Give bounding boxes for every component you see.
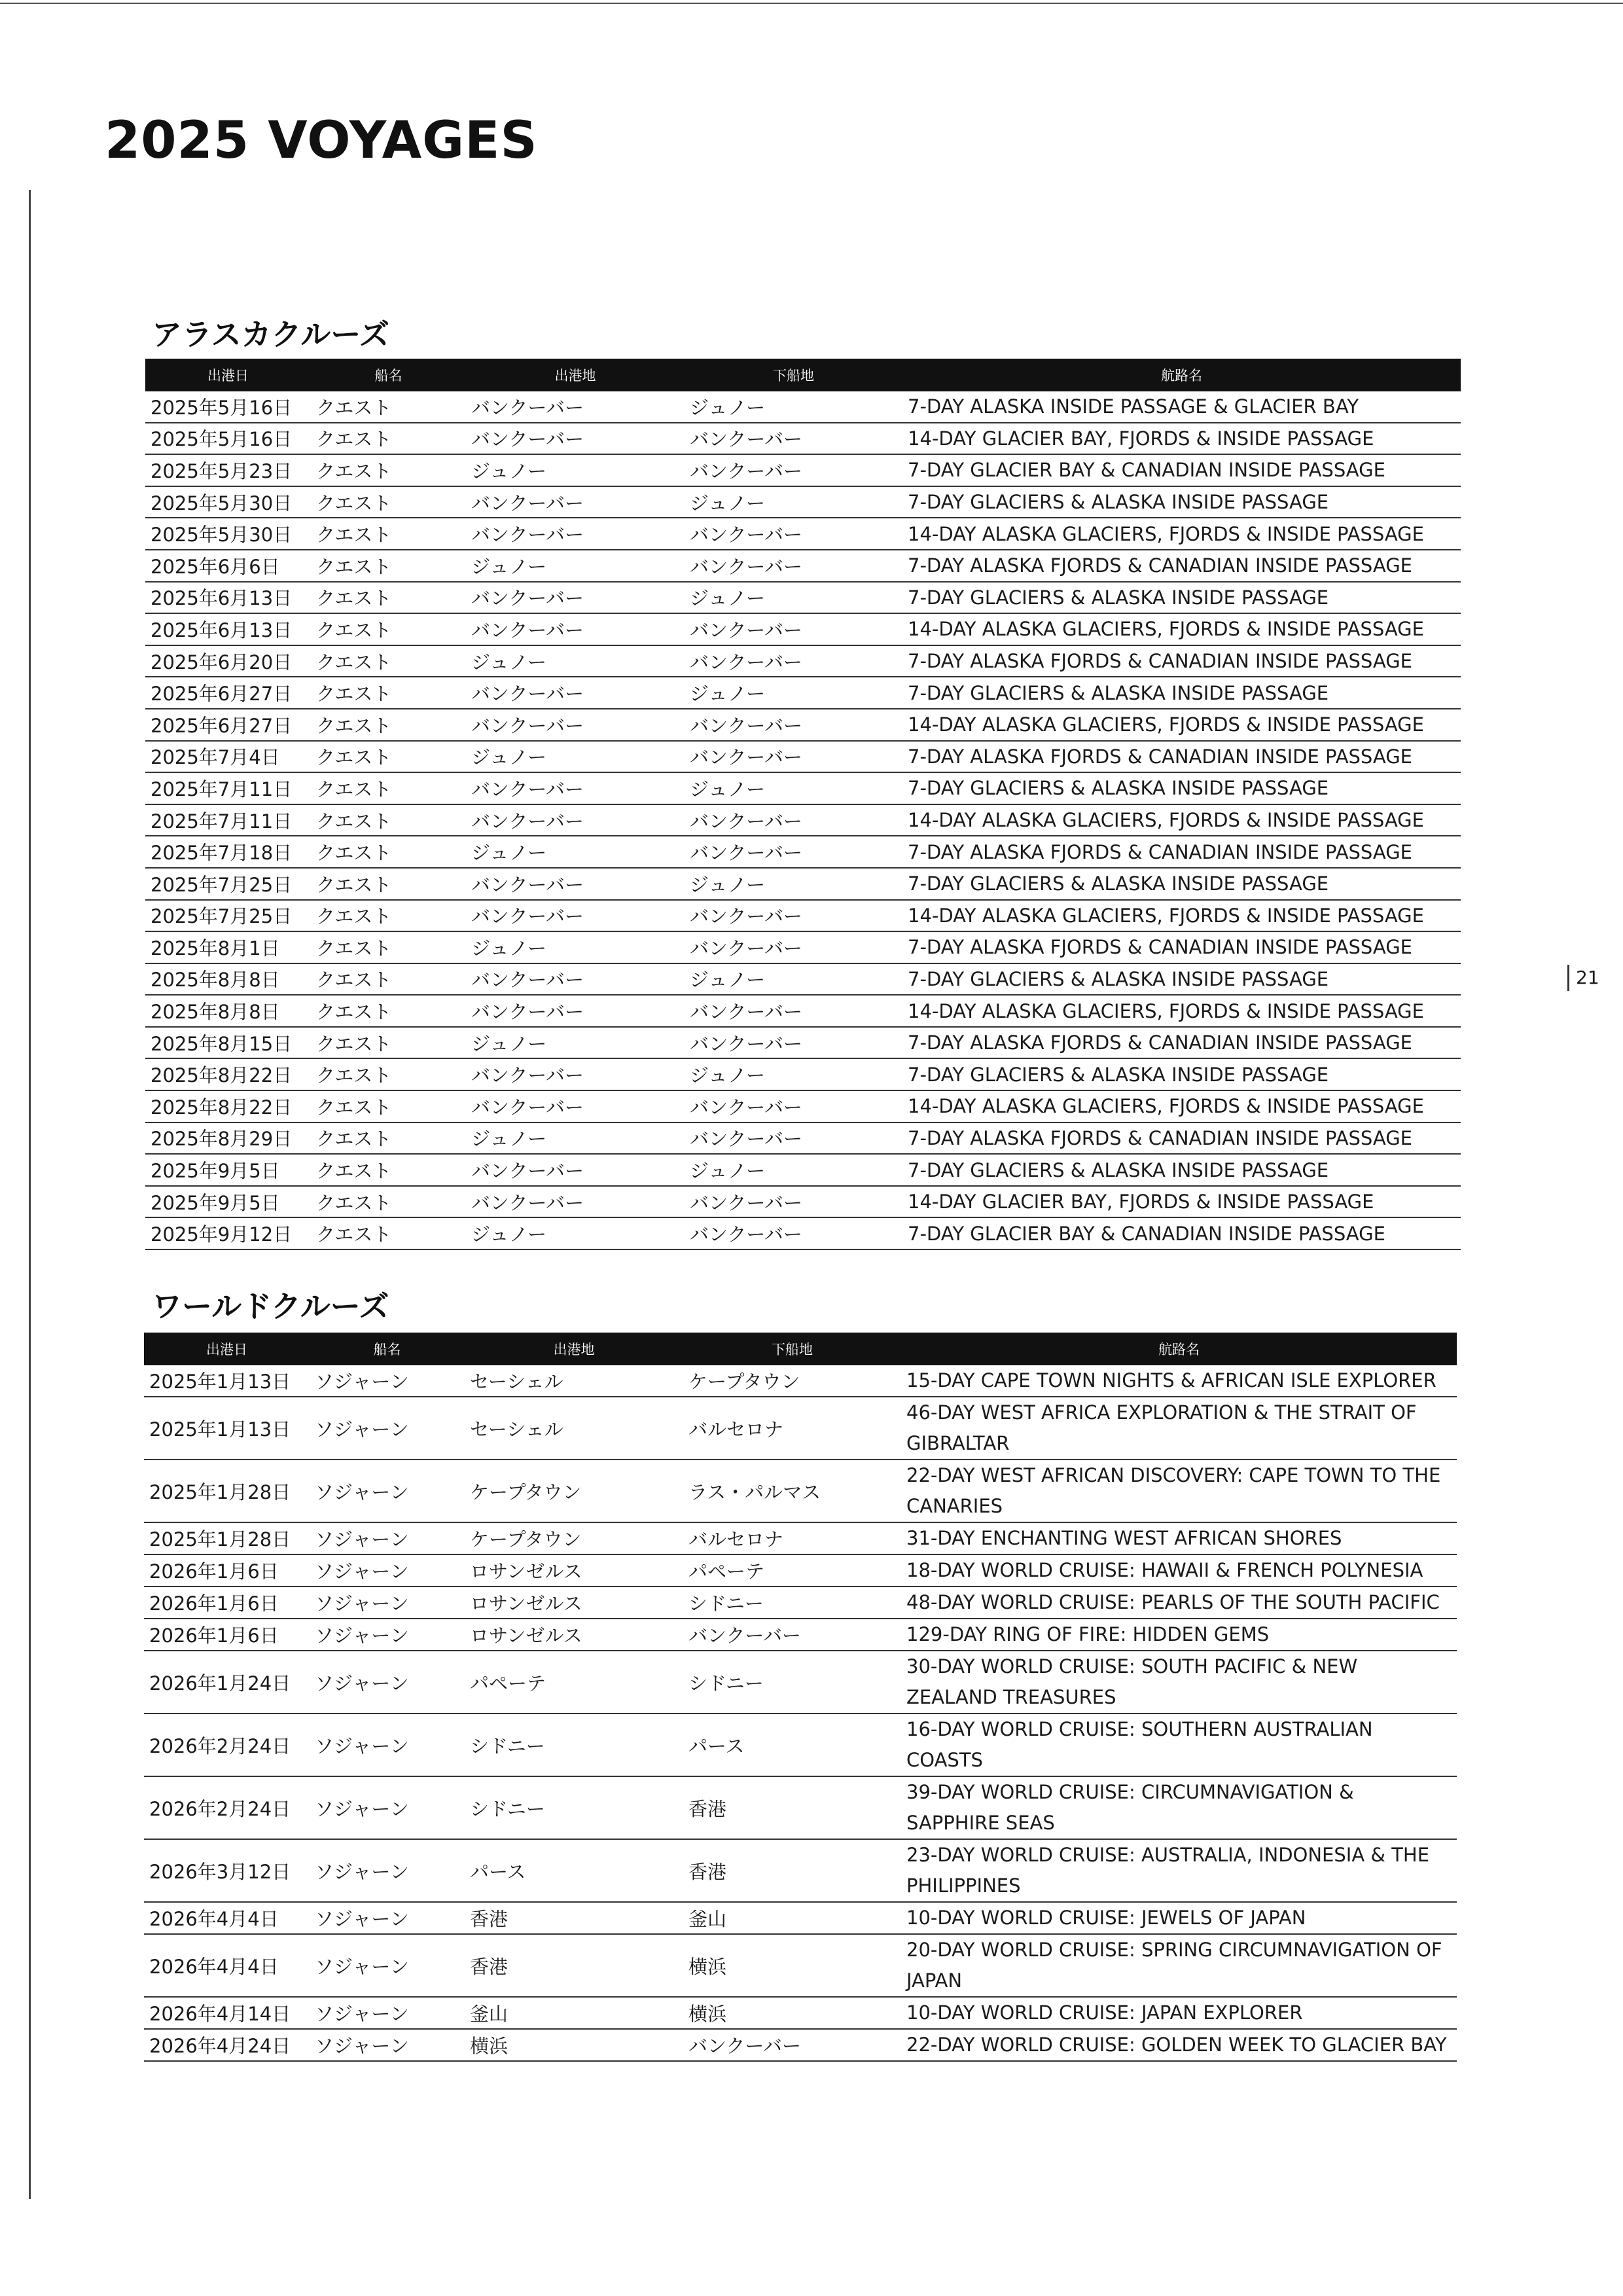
departure-date-cell: 2026年2月24日 (144, 1713, 310, 1776)
disembark-port-cell: ジュノー (685, 963, 902, 996)
departure-port-cell: バンクーバー (466, 709, 685, 741)
route-cell: 7-DAY GLACIERS & ALASKA INSIDE PASSAGE (902, 677, 1461, 709)
table-row (145, 709, 1461, 741)
departure-date-cell: 2025年7月4日 (145, 741, 311, 773)
departure-port-cell: バンクーバー (466, 423, 685, 455)
table-row (144, 1554, 1457, 1587)
disembark-port-cell: 釜山 (683, 1902, 901, 1934)
route-cell: 14-DAY GLACIER BAY, FJORDS & INSIDE PASSAGE (902, 1186, 1461, 1218)
departure-port-cell: ジュノー (466, 1217, 685, 1249)
ship-cell: ソジャーン (310, 1460, 465, 1522)
route-cell: 7-DAY ALASKA FJORDS & CANADIAN INSIDE PASSAGE (902, 1027, 1461, 1059)
route-cell: 14-DAY ALASKA GLACIERS, FJORDS & INSIDE PASSAGE (902, 900, 1461, 932)
disembark-port-cell: バンクーバー (685, 741, 902, 773)
departure-date-cell: 2026年1月6日 (144, 1554, 310, 1587)
route-cell: 7-DAY ALASKA FJORDS & CANADIAN INSIDE PASSAGE (902, 550, 1461, 582)
departure-date-cell: 2025年7月18日 (145, 836, 311, 868)
alaska-table-body (145, 391, 1461, 1249)
route-cell: 7-DAY GLACIERS & ALASKA INSIDE PASSAGE (902, 772, 1461, 804)
world-table-body (144, 1365, 1457, 2061)
departure-date-cell: 2025年5月23日 (145, 454, 311, 486)
disembark-port-cell: バンクーバー (685, 423, 902, 455)
disembark-port-cell: ケープタウン (683, 1365, 901, 1397)
ship-cell: クエスト (311, 709, 466, 741)
departure-date-cell: 2026年1月6日 (144, 1619, 310, 1651)
table-row (145, 1027, 1461, 1059)
table-row (144, 1522, 1457, 1554)
disembark-port-cell: バンクーバー (685, 613, 902, 645)
column-header-route: 航路名 (901, 1333, 1457, 1365)
ship-cell: ソジャーン (310, 1365, 465, 1397)
departure-port-cell: セーシェル (465, 1397, 683, 1460)
ship-cell: クエスト (311, 995, 466, 1027)
departure-port-cell: バンクーバー (466, 1154, 685, 1186)
ship-cell: ソジャーン (310, 1397, 465, 1460)
table-row (145, 391, 1461, 423)
route-cell: 7-DAY GLACIER BAY & CANADIAN INSIDE PASSAGE (902, 1217, 1461, 1249)
ship-cell: ソジャーン (310, 2029, 465, 2061)
column-header-departure-port: 出港地 (465, 1333, 683, 1365)
column-header-route: 航路名 (902, 359, 1461, 391)
disembark-port-cell: ジュノー (685, 868, 902, 900)
departure-date-cell: 2025年8月15日 (145, 1027, 311, 1059)
table-row (144, 1651, 1457, 1713)
departure-date-cell: 2025年8月29日 (145, 1122, 311, 1155)
departure-date-cell: 2026年3月12日 (144, 1839, 310, 1902)
route-cell: 7-DAY ALASKA FJORDS & CANADIAN INSIDE PASSAGE (902, 931, 1461, 963)
departure-port-cell: バンクーバー (466, 963, 685, 996)
departure-date-cell: 2026年4月14日 (144, 1997, 310, 2029)
departure-port-cell: バンクーバー (466, 582, 685, 614)
departure-port-cell: バンクーバー (466, 995, 685, 1027)
scan-top-line (0, 3, 1623, 4)
departure-date-cell: 2025年6月13日 (145, 582, 311, 614)
departure-port-cell: ジュノー (466, 1027, 685, 1059)
departure-port-cell: セーシェル (465, 1365, 683, 1397)
table-row (144, 1839, 1457, 1902)
ship-cell: ソジャーン (310, 1651, 465, 1713)
disembark-port-cell: バンクーバー (685, 995, 902, 1027)
departure-date-cell: 2025年8月1日 (145, 931, 311, 963)
disembark-port-cell: バンクーバー (685, 1122, 902, 1155)
ship-cell: クエスト (311, 868, 466, 900)
departure-date-cell: 2025年1月28日 (144, 1460, 310, 1522)
departure-date-cell: 2025年7月11日 (145, 772, 311, 804)
departure-port-cell: バンクーバー (466, 677, 685, 709)
route-cell: 22-DAY WORLD CRUISE: GOLDEN WEEK TO GLACIER BAY (901, 2029, 1457, 2061)
ship-cell: クエスト (311, 1058, 466, 1090)
column-header-disembark-port: 下船地 (685, 359, 902, 391)
departure-port-cell: パペーテ (465, 1651, 683, 1713)
disembark-port-cell: ジュノー (685, 1058, 902, 1090)
departure-date-cell: 2025年6月27日 (145, 709, 311, 741)
disembark-port-cell: バンクーバー (683, 1619, 901, 1651)
table-row (145, 423, 1461, 455)
ship-cell: クエスト (311, 486, 466, 518)
route-cell: 10-DAY WORLD CRUISE: JAPAN EXPLORER (901, 1997, 1457, 2029)
ship-cell: クエスト (311, 1217, 466, 1249)
table-row (145, 900, 1461, 932)
route-cell: 7-DAY ALASKA FJORDS & CANADIAN INSIDE PASSAGE (902, 645, 1461, 677)
route-cell: 14-DAY ALASKA GLACIERS, FJORDS & INSIDE PASSAGE (902, 613, 1461, 645)
departure-date-cell: 2025年7月25日 (145, 900, 311, 932)
route-cell: 7-DAY ALASKA FJORDS & CANADIAN INSIDE PASSAGE (902, 741, 1461, 773)
disembark-port-cell: バンクーバー (685, 1186, 902, 1218)
departure-port-cell: ケープタウン (465, 1460, 683, 1522)
ship-cell: クエスト (311, 423, 466, 455)
ship-cell: クエスト (311, 1154, 466, 1186)
route-cell: 10-DAY WORLD CRUISE: JEWELS OF JAPAN (901, 1902, 1457, 1934)
disembark-port-cell: バンクーバー (685, 518, 902, 550)
table-row (145, 1186, 1461, 1218)
table-row (145, 677, 1461, 709)
departure-date-cell: 2025年8月22日 (145, 1058, 311, 1090)
ship-cell: クエスト (311, 613, 466, 645)
departure-port-cell: ジュノー (466, 454, 685, 486)
ship-cell: ソジャーン (310, 1713, 465, 1776)
departure-date-cell: 2025年6月13日 (145, 613, 311, 645)
departure-port-cell: バンクーバー (466, 1090, 685, 1122)
disembark-port-cell: バンクーバー (685, 454, 902, 486)
route-cell: 7-DAY GLACIERS & ALASKA INSIDE PASSAGE (902, 582, 1461, 614)
departure-port-cell: ジュノー (466, 931, 685, 963)
route-cell: 129-DAY RING OF FIRE: HIDDEN GEMS (901, 1619, 1457, 1651)
route-cell: 46-DAY WEST AFRICA EXPLORATION & THE STRAIT OF GIBRALTAR (901, 1397, 1457, 1460)
ship-cell: クエスト (311, 900, 466, 932)
table-row (145, 995, 1461, 1027)
ship-cell: ソジャーン (310, 1934, 465, 1997)
route-cell: 30-DAY WORLD CRUISE: SOUTH PACIFIC & NEW ZEALAND TREASURES (901, 1651, 1457, 1713)
column-header-departure-date: 出港日 (144, 1333, 310, 1365)
departure-date-cell: 2025年5月16日 (145, 391, 311, 423)
route-cell: 23-DAY WORLD CRUISE: AUSTRALIA, INDONESIA & THE PHILIPPINES (901, 1839, 1457, 1902)
table-row (145, 454, 1461, 486)
departure-port-cell: パース (465, 1839, 683, 1902)
column-header-departure-date: 出港日 (145, 359, 311, 391)
disembark-port-cell: ジュノー (685, 772, 902, 804)
departure-date-cell: 2025年9月5日 (145, 1154, 311, 1186)
page-title: 2025 VOYAGES (105, 111, 538, 170)
ship-cell: クエスト (311, 963, 466, 996)
table-row (145, 963, 1461, 996)
table-row (145, 550, 1461, 582)
table-row (145, 613, 1461, 645)
disembark-port-cell: 香港 (683, 1839, 901, 1902)
departure-port-cell: バンクーバー (466, 804, 685, 836)
departure-port-cell: ジュノー (466, 1122, 685, 1155)
disembark-port-cell: パース (683, 1713, 901, 1776)
departure-date-cell: 2026年1月24日 (144, 1651, 310, 1713)
disembark-port-cell: ラス・パルマス (683, 1460, 901, 1522)
disembark-port-cell: 横浜 (683, 1997, 901, 2029)
route-cell: 14-DAY ALASKA GLACIERS, FJORDS & INSIDE PASSAGE (902, 1090, 1461, 1122)
ship-cell: クエスト (311, 677, 466, 709)
departure-port-cell: 香港 (465, 1902, 683, 1934)
departure-date-cell: 2025年1月13日 (144, 1397, 310, 1460)
ship-cell: クエスト (311, 1090, 466, 1122)
disembark-port-cell: 横浜 (683, 1934, 901, 1997)
disembark-port-cell: バルセロナ (683, 1522, 901, 1554)
departure-date-cell: 2025年6月6日 (145, 550, 311, 582)
departure-port-cell: バンクーバー (466, 1058, 685, 1090)
disembark-port-cell: バンクーバー (683, 2029, 901, 2061)
departure-port-cell: バンクーバー (466, 518, 685, 550)
departure-port-cell: ジュノー (466, 741, 685, 773)
ship-cell: クエスト (311, 518, 466, 550)
table-row (144, 1934, 1457, 1997)
alaska-voyage-table (145, 359, 1461, 1250)
route-cell: 7-DAY GLACIERS & ALASKA INSIDE PASSAGE (902, 963, 1461, 996)
route-cell: 14-DAY ALASKA GLACIERS, FJORDS & INSIDE PASSAGE (902, 518, 1461, 550)
route-cell: 48-DAY WORLD CRUISE: PEARLS OF THE SOUTH PACIFIC (901, 1587, 1457, 1619)
route-cell: 7-DAY GLACIERS & ALASKA INSIDE PASSAGE (902, 1058, 1461, 1090)
disembark-port-cell: ジュノー (685, 486, 902, 518)
route-cell: 7-DAY GLACIERS & ALASKA INSIDE PASSAGE (902, 868, 1461, 900)
table-row (145, 1058, 1461, 1090)
route-cell: 7-DAY ALASKA INSIDE PASSAGE & GLACIER BAY (902, 391, 1461, 423)
departure-port-cell: ロサンゼルス (465, 1587, 683, 1619)
table-row (144, 1619, 1457, 1651)
disembark-port-cell: バルセロナ (683, 1397, 901, 1460)
ship-cell: クエスト (311, 391, 466, 423)
route-cell: 31-DAY ENCHANTING WEST AFRICAN SHORES (901, 1522, 1457, 1554)
departure-date-cell: 2025年1月28日 (144, 1522, 310, 1554)
departure-date-cell: 2025年9月5日 (145, 1186, 311, 1218)
route-cell: 7-DAY ALASKA FJORDS & CANADIAN INSIDE PASSAGE (902, 1122, 1461, 1155)
departure-date-cell: 2025年5月30日 (145, 518, 311, 550)
ship-cell: ソジャーン (310, 1554, 465, 1587)
route-cell: 18-DAY WORLD CRUISE: HAWAII & FRENCH POLYNESIA (901, 1554, 1457, 1587)
table-row (145, 772, 1461, 804)
ship-cell: クエスト (311, 772, 466, 804)
disembark-port-cell: バンクーバー (685, 1027, 902, 1059)
table-row (144, 1397, 1457, 1460)
departure-port-cell: ジュノー (466, 550, 685, 582)
departure-date-cell: 2025年1月13日 (144, 1365, 310, 1397)
table-row (145, 1217, 1461, 1249)
table-row (144, 1713, 1457, 1776)
ship-cell: ソジャーン (310, 1522, 465, 1554)
ship-cell: クエスト (311, 582, 466, 614)
column-header-ship: 船名 (310, 1333, 465, 1365)
table-row (145, 582, 1461, 614)
table-row (144, 1997, 1457, 2029)
column-header-disembark-port: 下船地 (683, 1333, 901, 1365)
disembark-port-cell: シドニー (683, 1651, 901, 1713)
ship-cell: ソジャーン (310, 1776, 465, 1839)
ship-cell: クエスト (311, 645, 466, 677)
table-row (144, 1365, 1457, 1397)
departure-date-cell: 2025年8月22日 (145, 1090, 311, 1122)
departure-date-cell: 2025年5月16日 (145, 423, 311, 455)
departure-port-cell: ロサンゼルス (465, 1619, 683, 1651)
departure-port-cell: バンクーバー (466, 900, 685, 932)
disembark-port-cell: 香港 (683, 1776, 901, 1839)
table-row (144, 1902, 1457, 1934)
table-row (145, 486, 1461, 518)
departure-date-cell: 2025年7月25日 (145, 868, 311, 900)
ship-cell: クエスト (311, 454, 466, 486)
table-row (145, 1122, 1461, 1155)
departure-port-cell: 横浜 (465, 2029, 683, 2061)
disembark-port-cell: バンクーバー (685, 645, 902, 677)
departure-port-cell: バンクーバー (466, 391, 685, 423)
page-number: 21 (1567, 965, 1599, 991)
departure-date-cell: 2025年6月27日 (145, 677, 311, 709)
ship-cell: クエスト (311, 836, 466, 868)
disembark-port-cell: バンクーバー (685, 804, 902, 836)
alaska-section-title: アラスカクルーズ (152, 317, 389, 352)
departure-port-cell: 釜山 (465, 1997, 683, 2029)
table-row (145, 1090, 1461, 1122)
ship-cell: クエスト (311, 741, 466, 773)
scan-left-margin-line (29, 190, 31, 2199)
column-header-ship: 船名 (311, 359, 466, 391)
departure-date-cell: 2025年6月20日 (145, 645, 311, 677)
world-section-title: ワールドクルーズ (152, 1289, 389, 1324)
table-row (144, 1460, 1457, 1522)
departure-date-cell: 2026年1月6日 (144, 1587, 310, 1619)
departure-date-cell: 2025年5月30日 (145, 486, 311, 518)
disembark-port-cell: パペーテ (683, 1554, 901, 1587)
route-cell: 14-DAY ALASKA GLACIERS, FJORDS & INSIDE PASSAGE (902, 709, 1461, 741)
ship-cell: ソジャーン (310, 1997, 465, 2029)
disembark-port-cell: バンクーバー (685, 900, 902, 932)
table-row (145, 804, 1461, 836)
disembark-port-cell: ジュノー (685, 677, 902, 709)
disembark-port-cell: ジュノー (685, 391, 902, 423)
route-cell: 14-DAY ALASKA GLACIERS, FJORDS & INSIDE PASSAGE (902, 804, 1461, 836)
departure-date-cell: 2025年9月12日 (145, 1217, 311, 1249)
ship-cell: クエスト (311, 1027, 466, 1059)
ship-cell: クエスト (311, 804, 466, 836)
column-header-departure-port: 出港地 (466, 359, 685, 391)
route-cell: 14-DAY GLACIER BAY, FJORDS & INSIDE PASSAGE (902, 423, 1461, 455)
table-row (144, 1776, 1457, 1839)
departure-date-cell: 2026年4月4日 (144, 1902, 310, 1934)
departure-port-cell: バンクーバー (466, 868, 685, 900)
departure-port-cell: 香港 (465, 1934, 683, 1997)
ship-cell: ソジャーン (310, 1619, 465, 1651)
route-cell: 7-DAY GLACIERS & ALASKA INSIDE PASSAGE (902, 1154, 1461, 1186)
ship-cell: クエスト (311, 550, 466, 582)
route-cell: 14-DAY ALASKA GLACIERS, FJORDS & INSIDE PASSAGE (902, 995, 1461, 1027)
table-row (145, 836, 1461, 868)
departure-port-cell: ジュノー (466, 645, 685, 677)
departure-port-cell: シドニー (465, 1776, 683, 1839)
departure-port-cell: バンクーバー (466, 486, 685, 518)
table-row (144, 2029, 1457, 2061)
disembark-port-cell: バンクーバー (685, 1217, 902, 1249)
ship-cell: ソジャーン (310, 1587, 465, 1619)
table-row (145, 645, 1461, 677)
departure-date-cell: 2025年8月8日 (145, 963, 311, 996)
departure-port-cell: ジュノー (466, 836, 685, 868)
world-table-header (144, 1333, 1457, 1365)
ship-cell: クエスト (311, 1186, 466, 1218)
disembark-port-cell: バンクーバー (685, 931, 902, 963)
disembark-port-cell: ジュノー (685, 582, 902, 614)
departure-port-cell: ケープタウン (465, 1522, 683, 1554)
route-cell: 7-DAY GLACIERS & ALASKA INSIDE PASSAGE (902, 486, 1461, 518)
disembark-port-cell: バンクーバー (685, 1090, 902, 1122)
disembark-port-cell: バンクーバー (685, 709, 902, 741)
departure-port-cell: ロサンゼルス (465, 1554, 683, 1587)
route-cell: 15-DAY CAPE TOWN NIGHTS & AFRICAN ISLE EXPLORER (901, 1365, 1457, 1397)
departure-date-cell: 2026年4月4日 (144, 1934, 310, 1997)
table-row (144, 1587, 1457, 1619)
route-cell: 22-DAY WEST AFRICAN DISCOVERY: CAPE TOWN TO THE CANARIES (901, 1460, 1457, 1522)
departure-date-cell: 2026年4月24日 (144, 2029, 310, 2061)
route-cell: 39-DAY WORLD CRUISE: CIRCUMNAVIGATION & SAPPHIRE SEAS (901, 1776, 1457, 1839)
route-cell: 20-DAY WORLD CRUISE: SPRING CIRCUMNAVIGATION OF JAPAN (901, 1934, 1457, 1997)
ship-cell: ソジャーン (310, 1839, 465, 1902)
table-row (145, 518, 1461, 550)
table-row (145, 741, 1461, 773)
route-cell: 7-DAY ALASKA FJORDS & CANADIAN INSIDE PASSAGE (902, 836, 1461, 868)
departure-date-cell: 2026年2月24日 (144, 1776, 310, 1839)
departure-date-cell: 2025年7月11日 (145, 804, 311, 836)
ship-cell: ソジャーン (310, 1902, 465, 1934)
alaska-table-header (145, 359, 1461, 391)
table-row (145, 1154, 1461, 1186)
departure-port-cell: バンクーバー (466, 613, 685, 645)
ship-cell: クエスト (311, 931, 466, 963)
departure-date-cell: 2025年8月8日 (145, 995, 311, 1027)
route-cell: 7-DAY GLACIER BAY & CANADIAN INSIDE PASSAGE (902, 454, 1461, 486)
route-cell: 16-DAY WORLD CRUISE: SOUTHERN AUSTRALIAN COASTS (901, 1713, 1457, 1776)
disembark-port-cell: バンクーバー (685, 550, 902, 582)
table-row (145, 868, 1461, 900)
world-voyage-table (144, 1333, 1457, 2062)
disembark-port-cell: シドニー (683, 1587, 901, 1619)
departure-port-cell: バンクーバー (466, 1186, 685, 1218)
departure-port-cell: バンクーバー (466, 772, 685, 804)
table-row (145, 931, 1461, 963)
disembark-port-cell: バンクーバー (685, 836, 902, 868)
ship-cell: クエスト (311, 1122, 466, 1155)
departure-port-cell: シドニー (465, 1713, 683, 1776)
disembark-port-cell: ジュノー (685, 1154, 902, 1186)
